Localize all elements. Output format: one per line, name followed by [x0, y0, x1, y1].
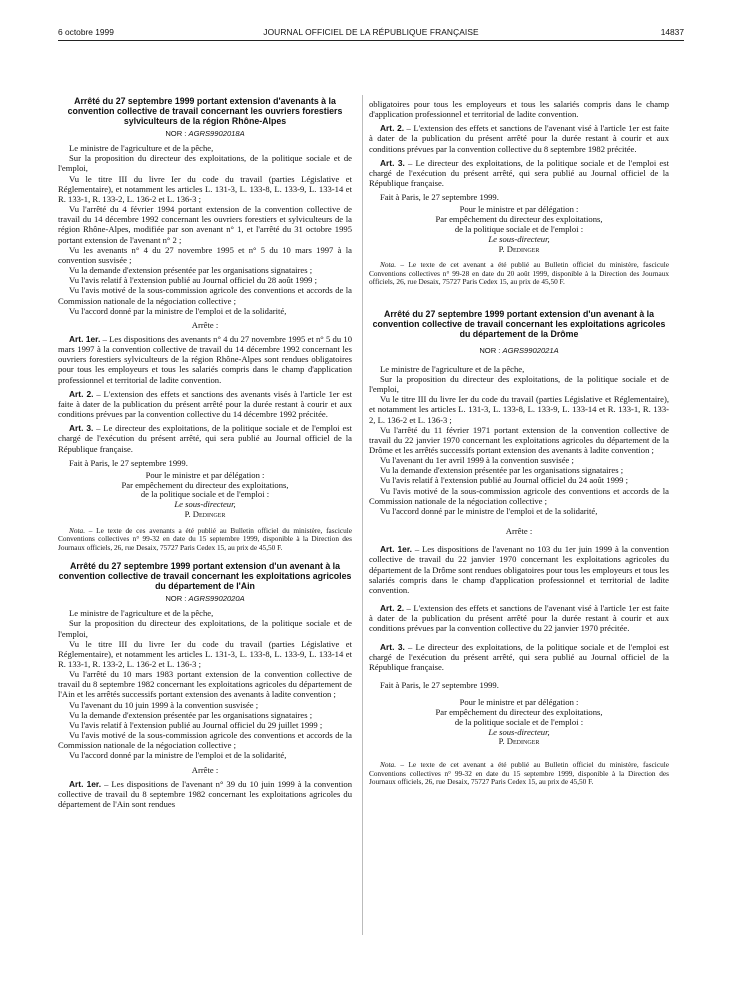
article-1-continuation: obligatoires pour tous les employeurs et tous les salariés compris dans le champ d'application professionnel et territorial de ladite convention. — [369, 99, 669, 120]
preamble-paragraph: Vu l'avis motivé de la sous-commission agricole des conventions et accords de la Commission nationale de la négociation collective ; — [58, 285, 352, 306]
article-text: – L'extension des effets et sanctions des avenants visés à l'article 1er est faite à dater de la publication du présent arrêté pour la durée restant à courir et aux conditions prévues par la convention collective du 14 décembre 1992 précitée. — [58, 388, 352, 420]
signature-line: Par empêchement du directeur des exploitations, — [435, 706, 603, 717]
decree-title: Arrêté du 27 septembre 1999 portant extension d'un avenant à la convention collective de travail concernant les exploitations agricoles du département de la Drôme — [372, 308, 666, 339]
article-label: Art. 1er. — [69, 333, 101, 344]
nor-reference — [369, 346, 669, 356]
signature-place-date: Fait à Paris, le 27 septembre 1999. — [380, 192, 499, 203]
article-text: – Les dispositions de l'avenant n° 39 du 10 juin 1999 à la convention collective de travail du 8 septembre 1982 concernant les exploitations agricoles du département de l'Ain sont rendues — [58, 778, 352, 810]
left-column — [58, 96, 352, 809]
preamble-paragraph: Vu la demande d'extension présentée par les organisations signataires ; — [69, 265, 313, 276]
preamble-paragraph: Vu l'avis motivé de la sous-commission agricole des conventions et accords de la Commission nationale de la négociation collective ; — [58, 730, 352, 751]
preamble-paragraph: Le ministre de l'agriculture et de la pêche, — [380, 363, 525, 374]
nor-code: AGRS9902018A — [188, 129, 245, 138]
nor-label: NOR : — [479, 345, 503, 355]
preamble-paragraph: Vu l'avis relatif à l'extension publié au Journal officiel du 29 juillet 1999 ; — [69, 719, 323, 730]
signatory-role: Le sous-directeur, — [488, 726, 550, 737]
preamble-paragraph: Sur la proposition du directeur des exploitations, de la politique sociale et de l'emploi, — [58, 618, 352, 639]
article-text: – Le directeur des exploitations, de la politique sociale et de l'emploi est chargé de l'exécution du présent arrêté, qui sera publié au Journal officiel de la République française. — [369, 157, 669, 189]
signature-place-date: Fait à Paris, le 27 septembre 1999. — [69, 457, 188, 468]
decree-title: Arrêté du 27 septembre 1999 portant extension d'un avenant à la convention collective de travail concernant les exploitations agricoles du département de l'Ain — [58, 561, 352, 592]
signature-line: Pour le ministre et par délégation : — [459, 204, 579, 215]
journal-title: JOURNAL OFFICIEL DE LA RÉPUBLIQUE FRANÇAISE — [263, 27, 479, 37]
nor-reference — [58, 594, 352, 604]
signatory-name: P. Dedinger — [498, 243, 540, 254]
article-3 — [58, 423, 352, 453]
article-label: Art. 2. — [380, 603, 405, 614]
arrete-heading: Arrête : — [505, 526, 533, 537]
article-label: Art. 3. — [380, 157, 405, 168]
preamble-paragraph: Vu la demande d'extension présentée par les organisations signataires ; — [380, 465, 624, 476]
article-label: Art. 2. — [69, 388, 94, 399]
nota-label: Nota. — [380, 760, 397, 770]
signature-block — [369, 698, 669, 747]
nor-code: AGRS9902020A — [188, 594, 245, 604]
preamble-paragraph: Vu l'arrêté du 4 février 1994 portant extension de la convention collective de travail du 14 décembre 1992 concernant les ouvriers forestiers et sylviculteurs de la région Rhône-Alpes, modifiée par son avenant n° 1, et l'arrêté du 31 octobre 1995 portant extension de l'avenant n° 2 ; — [58, 204, 352, 245]
article-label: Art. 3. — [69, 423, 94, 434]
preamble-paragraph: Vu le titre III du livre Ier du code du travail (parties Législative et Réglementaire), et notamment les articles L. 131-3, L. 133-8, L. 133-9, L. 133-14 et R. 133-1, R. 133-2, L. 136-2 et L. 136-3 ; — [369, 394, 669, 425]
article-2 — [58, 389, 352, 419]
signature-block — [58, 471, 352, 520]
signature-place-date: Fait à Paris, le 27 septembre 1999. — [380, 679, 499, 690]
decree-drome — [369, 309, 669, 787]
nota — [58, 527, 352, 552]
nor-code: AGRS9902021A — [502, 345, 559, 355]
preamble-paragraph: Sur la proposition du directeur des exploitations, de la politique sociale et de l'emploi, — [369, 373, 669, 395]
preamble-paragraph: Sur la proposition du directeur des exploitations, de la politique sociale et de l'emploi, — [58, 153, 352, 174]
article-text: – Le directeur des exploitations, de la politique sociale et de l'emploi est chargé de l'exécution du présent arrêté, qui sera publié au Journal officiel de la République française. — [369, 641, 669, 672]
nor-label: NOR : — [165, 594, 189, 604]
preamble-paragraph: Vu la demande d'extension présentée par les organisations signataires ; — [69, 709, 313, 720]
preamble-paragraph: Vu l'avenant du 10 juin 1999 à la convention susvisée ; — [69, 699, 259, 710]
preamble-paragraph: Vu l'avis relatif à l'extension publié au Journal officiel du 28 août 1999 ; — [69, 275, 318, 286]
preamble-paragraph: Le ministre de l'agriculture et de la pêche, — [69, 143, 214, 154]
article-3 — [369, 158, 669, 188]
signature-line: Pour le ministre et par délégation : — [459, 697, 579, 708]
article-2 — [369, 603, 669, 633]
preamble-paragraph: Vu l'arrêté du 10 mars 1983 portant extension de la convention collective de travail du 8 septembre 1982 concernant les exploitations agricoles du département de l'Ain et les arrêtés successifs portant extension des avenants à ladite convention ; — [58, 669, 352, 700]
preamble-paragraph: Le ministre de l'agriculture et de la pêche, — [69, 608, 214, 619]
article-label: Art. 2. — [380, 123, 405, 134]
article-text: – L'extension des effets et sanctions de l'avenant visé à l'article 1er est faite à dater de la publication du présent arrêté pour la durée restant à courir et aux conditions prévues par la convention collective du 22 janvier 1970 précitée. — [369, 603, 669, 634]
signature-line: de la politique sociale et de l'emploi : — [140, 489, 270, 500]
nor-reference — [58, 129, 352, 139]
nota-label: Nota. — [69, 525, 86, 535]
preamble-paragraph: Vu l'avenant du 1er avril 1999 à la convention susvisée ; — [380, 455, 574, 466]
preamble-paragraph: Vu le titre III du livre Ier du code du travail (parties Législative et Réglementaire), et notamment les articles L. 131-3, L. 133-8, L. 133-9, L. 133-14 et R. 133-1, R. 133-2, L. 136-2 et L. 136-3 ; — [58, 638, 352, 669]
decree-title: Arrêté du 27 septembre 1999 portant extension d'avenants à la convention collective de travail concernant les ouvriers forestiers sylviculteurs de la région Rhône-Alpes — [67, 96, 343, 126]
preamble-paragraph: Vu l'accord donné par le ministre de l'emploi et de la solidarité, — [380, 505, 598, 516]
signatory-role: Le sous-directeur, — [488, 233, 550, 244]
preamble-paragraph: Vu l'accord donné par la ministre de l'emploi et de la solidarité, — [69, 305, 287, 316]
preamble-paragraph: Vu l'avis relatif à l'extension publié au Journal officiel du 24 août 1999 ; — [380, 475, 629, 486]
nor-label: NOR : — [165, 129, 189, 138]
preamble-paragraph: Vu les avenants n° 4 du 27 novembre 1995 et n° 5 du 10 mars 1997 à la convention susvisée ; — [58, 244, 352, 265]
nota-text: – Le texte de cet avenant a été publié au Bulletin officiel du ministère, fascicule Conventions collectives n° 99-28 en date du 20 août 1999, disponible à la Direction des Journaux officiels, 26, rue Desaix, 75727 Paris Cedex 15, au prix de 45,50 F. — [369, 260, 669, 287]
preamble-paragraph: Vu l'avis motivé de la sous-commission agricole des conventions et accords de la Commission nationale de la négociation collective ; — [369, 485, 669, 506]
issue-date: 6 octobre 1999 — [58, 27, 114, 37]
nota-label: Nota. — [380, 260, 397, 270]
section-gap — [58, 552, 352, 561]
nota-text: – Le texte de ces avenants a été publié au Bulletin officiel du ministère, fascicule Conventions collectives n° 99-32 en date du 15 septembre 1999, disponible à la Direction des Journaux officiels, 26, rue Desaix, 75727 Paris Cedex 15, au prix de 45,50 F. — [58, 525, 352, 552]
preamble-paragraph: Vu le titre III du livre Ier du code du travail (parties Législative et Réglementaire), et notamment les articles L. 131-3, L. 133-8, L. 133-9, L. 133-14 et R. 133-1, R. 133-2, L. 136-2 et L. 136-3 ; — [58, 173, 352, 204]
page-header — [58, 27, 684, 41]
arrete-heading: Arrête : — [191, 319, 219, 330]
article-text: – L'extension des effets et sanctions de l'avenant visé à l'article 1er est faite à dater de la publication du présent arrêté pour la durée restant à courir et aux conditions prévues par la convention collective du 8 septembre 1982 précitée. — [369, 123, 669, 154]
signature-line: Pour le ministre et par délégation : — [145, 469, 265, 480]
article-label: Art. 1er. — [380, 544, 412, 555]
signature-line: de la politique sociale et de l'emploi : — [454, 224, 584, 234]
article-1 — [58, 334, 352, 385]
preamble-paragraph: Vu l'arrêté du 11 février 1971 portant extension de la convention collective de travail du 22 janvier 1970 concernant les exploitations agricoles du département de la Drôme et les arrêtés successifs portant extension des avenants à ladite convention ; — [369, 424, 669, 456]
arrete-heading: Arrête : — [191, 764, 219, 775]
article-text: – Les dispositions des avenants n° 4 du 27 novembre 1995 et n° 5 du 10 mars 1997 à la convention collective de travail du 14 décembre 1992 concernant les ouvriers forestiers sylviculteurs de la région Rhône-Alpes sont rendues obligatoires pour tous les employeurs et tous les salariés compris dans le champ d'application professionnel et territorial de ladite convention. — [58, 333, 352, 385]
article-1 — [58, 779, 352, 809]
article-label: Art. 3. — [380, 641, 405, 652]
signature-line: Par empêchement du directeur des exploitations, — [121, 479, 289, 490]
section-gap — [369, 287, 669, 309]
decree-ain-continued — [369, 99, 669, 287]
article-3 — [369, 642, 669, 672]
preamble-paragraph: Vu l'accord donné par la ministre de l'emploi et de la solidarité, — [69, 750, 287, 761]
article-text: – Le directeur des exploitations, de la politique sociale et de l'emploi est chargé de l'exécution du présent arrêté, qui sera publié au Journal officiel de la République française. — [58, 423, 352, 454]
page-number: 14837 — [660, 27, 684, 37]
article-2 — [369, 123, 669, 153]
signatory-role: Le sous-directeur, — [174, 499, 236, 510]
nota — [369, 761, 669, 786]
column-divider — [362, 95, 363, 935]
nota — [369, 261, 669, 286]
signatory-name: P. Dedinger — [498, 736, 540, 747]
signature-block — [369, 205, 669, 254]
right-column — [369, 99, 669, 786]
signatory-name: P. Dedinger — [184, 509, 226, 520]
article-1 — [369, 544, 669, 595]
signature-line: Par empêchement du directeur des exploitations, — [435, 214, 603, 225]
signature-line: de la politique sociale et de l'emploi : — [454, 716, 584, 727]
nota-text: – Le texte de cet avenant a été publié au Bulletin officiel du ministère, fascicule Conventions collectives n° 99-32 en date du 15 septembre 1999, disponible à la Direction des Journaux officiels, 26, rue Desaix, 75727 Paris Cedex 15, au prix de 45,50 F. — [369, 760, 669, 786]
article-label: Art. 1er. — [69, 778, 102, 789]
decree-ain — [58, 561, 352, 809]
article-text: – Les dispositions de l'avenant no 103 du 1er juin 1999 à la convention collective de travail du 22 janvier 1970 concernant les exploitations agricoles du département de la Drôme sont rendues obligatoires pour tous les employeurs et tous les salariés compris dans le champ d'application professionnel et territorial de ladite convention. — [369, 544, 669, 595]
decree-rhone-alpes — [58, 96, 352, 552]
header-rule — [58, 40, 684, 41]
